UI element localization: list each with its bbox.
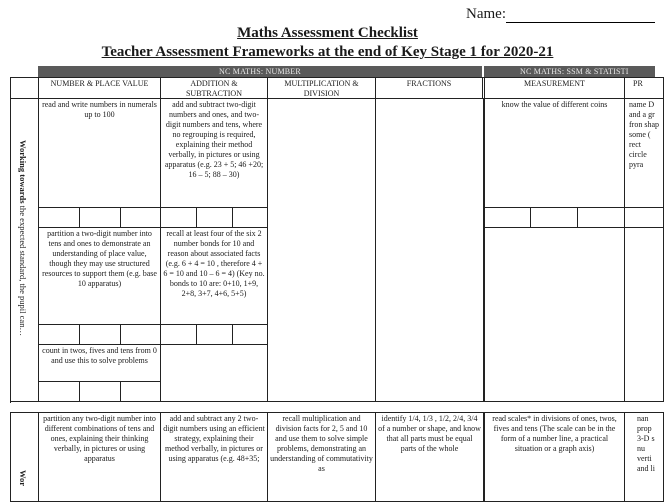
page-title: Maths Assessment Checklist — [237, 25, 418, 41]
checkbox-meas1-a[interactable] — [484, 207, 531, 228]
exs-multiplication: recall multiplication and division facts for 2, 5 and 10 and use them to solve simple problems, demonstrating an understanding of commutativity as — [267, 412, 376, 502]
side-label-exs: Wor — [18, 470, 28, 487]
wts-fractions-shaded — [375, 98, 484, 402]
col-header-properties: PR — [624, 77, 664, 99]
page-subtitle: Teacher Assessment Frameworks at the end of Key Stage 1 for 2020-21 — [101, 44, 554, 60]
number-group-label: NC MATHS: NUMBER — [219, 67, 301, 76]
exs-measurement: read scales* in divisions of ones, twos, fives and tens (The scale can be in the form of a number line, a practical situation or a graph axis) — [484, 412, 625, 502]
checkbox-add1-c[interactable] — [232, 207, 268, 228]
wts-place-value-2: partition a two-digit number into tens and ones to demonstrate an understanding of place value, though they may use structured resources to support them (e.g. base 10 apparatus) — [38, 227, 161, 325]
checkbox-pv3-c[interactable] — [120, 381, 161, 402]
col-header-measurement: MEASUREMENT — [484, 77, 625, 99]
checkbox-add1-b[interactable] — [196, 207, 233, 228]
checkbox-pv3-a[interactable] — [38, 381, 80, 402]
checkbox-pv2-b[interactable] — [79, 324, 121, 345]
checkbox-add2-b[interactable] — [196, 324, 233, 345]
wts-addition-1: add and subtract two-digit numbers and ones, and two-digit numbers and tens, where no regrouping is required, explaining their method verbally, in pictures or using apparatus (e.g. 23 + 5; 46 +20; 16 – 5; 88 – 30) — [160, 98, 268, 208]
wts-addition-3-shaded — [160, 344, 268, 402]
side-label-wts: Working towards the expected standard, the pupil can… — [18, 140, 28, 336]
col-header-fractions: FRACTIONS — [375, 77, 483, 99]
checkbox-meas1-b[interactable] — [530, 207, 578, 228]
exs-addition: add and subtract any 2 two-digit numbers using an efficient strategy, explaining their method verbally, in pictures or using apparatus (e.g. 48+35; — [160, 412, 268, 502]
wts-properties-shaded — [624, 227, 664, 402]
checkbox-pv1-c[interactable] — [120, 207, 161, 228]
checkbox-pv1-a[interactable] — [38, 207, 80, 228]
wts-place-value-3: count in twos, fives and tens from 0 and use this to solve problems — [38, 344, 161, 382]
checkbox-pv2-c[interactable] — [120, 324, 161, 345]
wts-place-value-1: read and write numbers in numerals up to 100 — [38, 98, 161, 208]
name-field-line[interactable] — [506, 22, 655, 23]
wts-properties-1: name D and a gr fron shap some ( rect circle pyra — [624, 98, 664, 208]
side-label-cell-exs — [10, 412, 39, 502]
col-header-addition: ADDITION & SUBTRACTION — [160, 77, 268, 99]
name-label: Name: — [466, 6, 506, 22]
checkbox-pv1-b[interactable] — [79, 207, 121, 228]
wts-measurement-1: know the value of different coins — [484, 98, 625, 208]
checkbox-pv2-a[interactable] — [38, 324, 80, 345]
checkbox-add2-c[interactable] — [232, 324, 268, 345]
checkbox-add1-a[interactable] — [160, 207, 197, 228]
checkbox-add2-a[interactable] — [160, 324, 197, 345]
wts-addition-2: recall at least four of the six 2 number bonds for 10 and reason about associated facts (e.g. 6 + 4 = 10 , therefore 4 + 6 = 10 and 10 – 6 = 4) (Key no. bonds to 10 are: 0+10, 1+9, 2+8, 3+7, 4+6, 5+5) — [160, 227, 268, 325]
exs-place-value: partition any two-digit number into different combinations of tens and ones, explaining their thinking verbally, in pictures or using apparatus — [38, 412, 161, 502]
checkbox-pv3-b[interactable] — [79, 381, 121, 402]
checkbox-prop1-a[interactable] — [624, 207, 664, 228]
checkbox-meas1-c[interactable] — [577, 207, 625, 228]
wts-measurement-shaded — [484, 227, 625, 402]
col-header-multiplication: MULTIPLICATION & DIVISION — [267, 77, 376, 99]
exs-properties: nan prop 3-D s nu verti and li — [624, 412, 664, 502]
ssm-group-label: NC MATHS: SSM & STATISTI — [520, 67, 629, 76]
exs-fractions: identify 1/4, 1/3 , 1/2, 2/4, 3/4 of a number or shape, and know that all parts must be equal parts of the whole — [375, 412, 484, 502]
col-header-place-value: NUMBER & PLACE VALUE — [38, 77, 161, 99]
wts-multiplication-shaded — [267, 98, 376, 402]
